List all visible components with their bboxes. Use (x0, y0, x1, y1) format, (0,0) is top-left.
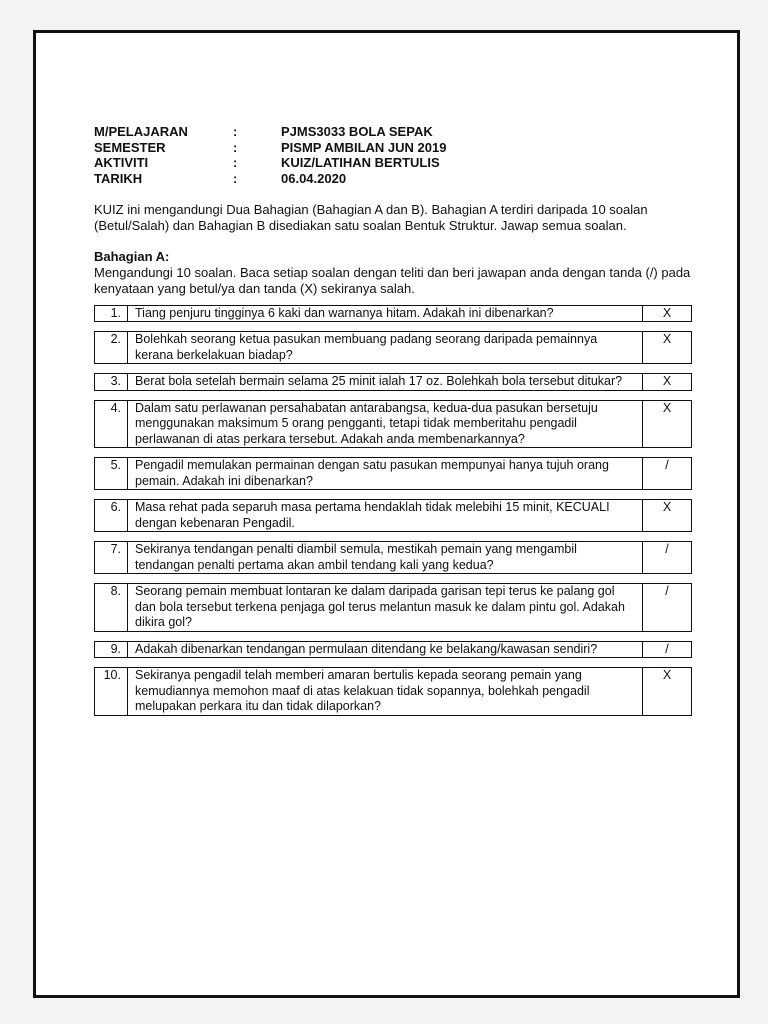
header-row-date (94, 171, 692, 187)
question-number: 1. (95, 306, 128, 322)
section-a-instructions: Mengandungi 10 soalan. Baca setiap soalan dengan teliti dan beri jawapan anda dengan tanda (/) pada kenyataan yang betul/ya dan tanda (X) sekiranya salah. (94, 264, 691, 296)
answer-cell: / (642, 542, 691, 573)
answer-cell: X (642, 306, 691, 322)
question-row (94, 641, 692, 659)
header-label: TARIKH (94, 170, 143, 186)
question-text: Tiang penjuru tingginya 6 kaki dan warnanya hitam. Adakah ini dibenarkan? (135, 305, 554, 320)
question-row (94, 331, 692, 364)
question-number: 9. (95, 642, 128, 658)
header-label: M/PELAJARAN (94, 124, 188, 139)
question-text: Pengadil memulakan permainan dengan satu pasukan mempunyai hanya tujuh orang pemain. Adakah ini dibenarkan? (135, 458, 609, 488)
question-text: Seorang pemain membuat lontaran ke dalam daripada garisan tepi terus ke palang gol dan bola tersebut terkena penjaga gol terus melantun masuk ke dalam pintu gol. Adakah dikira gol? (135, 584, 625, 629)
question-row (94, 583, 692, 632)
section-a-title: Bahagian A: (94, 249, 170, 264)
document-page (33, 30, 740, 998)
question-text: Bolehkah seorang ketua pasukan membuang padang seorang daripada pemainnya kerana berkelakuan biadap? (135, 332, 598, 362)
question-number: 8. (95, 584, 128, 631)
question-text: Dalam satu perlawanan persahabatan antarabangsa, kedua-dua pasukan bersetuju menggunakan maksimum 5 orang pengganti, tetapi tidak memberitahu pengadil perlawanan di atas perkara tersebut. Adakah anda membenarkannya? (135, 400, 598, 446)
question-text: Adakah dibenarkan tendangan permulaan ditendang ke belakang/kawasan sendiri? (135, 641, 598, 656)
header-separator: : (233, 139, 238, 155)
header-info (94, 124, 692, 186)
question-number: 2. (95, 332, 128, 363)
answer-cell: / (642, 584, 691, 631)
intro-paragraph: KUIZ ini mengandungi Dua Bahagian (Bahagian A dan B). Bahagian A terdiri daripada 10 soalan (Betul/Salah) dan Bahagian B disediakan satu soalan Bentuk Struktur. Jawap semua soalan. (94, 202, 648, 233)
answer-cell: X (642, 332, 691, 363)
header-value: PISMP AMBILAN JUN 2019 (281, 139, 447, 155)
header-label: SEMESTER (94, 139, 166, 155)
answer-cell: / (642, 458, 691, 489)
question-number: 7. (95, 542, 128, 573)
answer-cell: X (642, 374, 691, 390)
answer-cell: X (642, 668, 691, 715)
answer-cell: X (642, 500, 691, 531)
answer-cell: / (642, 642, 691, 658)
header-separator: : (233, 124, 238, 139)
document-content (94, 124, 692, 725)
question-text: Sekiranya pengadil telah memberi amaran bertulis kepada seorang pemain yang kemudiannya memohon maaf di atas kelakuan tidak sopannya, bolehkah pengadil melupakan perkara itu dan tidak dilaporkan? (135, 668, 590, 713)
question-row (94, 305, 692, 323)
header-value: KUIZ/LATIHAN BERTULIS (281, 155, 440, 170)
question-list (94, 305, 692, 716)
header-row-subject (94, 124, 692, 140)
question-row (94, 400, 692, 449)
question-text: Masa rehat pada separuh masa pertama hendaklah tidak melebihi 15 minit, KECUALI dengan kebenaran Pengadil. (135, 500, 610, 530)
header-separator: : (233, 155, 238, 170)
answer-cell: X (642, 401, 691, 448)
question-text: Berat bola setelah bermain selama 25 minit ialah 17 oz. Bolehkah bola tersebut ditukar? (135, 374, 623, 388)
header-separator: : (233, 170, 238, 186)
question-number: 5. (95, 458, 128, 489)
header-label: AKTIVITI (94, 155, 149, 170)
header-value: 06.04.2020 (281, 170, 347, 186)
question-number: 3. (95, 374, 128, 390)
question-row (94, 499, 692, 532)
question-text: Sekiranya tendangan penalti diambil semula, mestikah pemain yang mengambil tendangan penalti pertama akan ambil tendang kali yang kedua? (135, 542, 577, 572)
header-row-activity (94, 155, 692, 171)
question-number: 10. (95, 668, 128, 715)
question-row (94, 541, 692, 574)
question-number: 4. (95, 401, 128, 448)
question-row (94, 373, 692, 391)
header-value: PJMS3033 BOLA SEPAK (281, 124, 433, 139)
question-row (94, 667, 692, 716)
header-row-semester (94, 140, 692, 156)
question-row (94, 457, 692, 490)
question-number: 6. (95, 500, 128, 531)
